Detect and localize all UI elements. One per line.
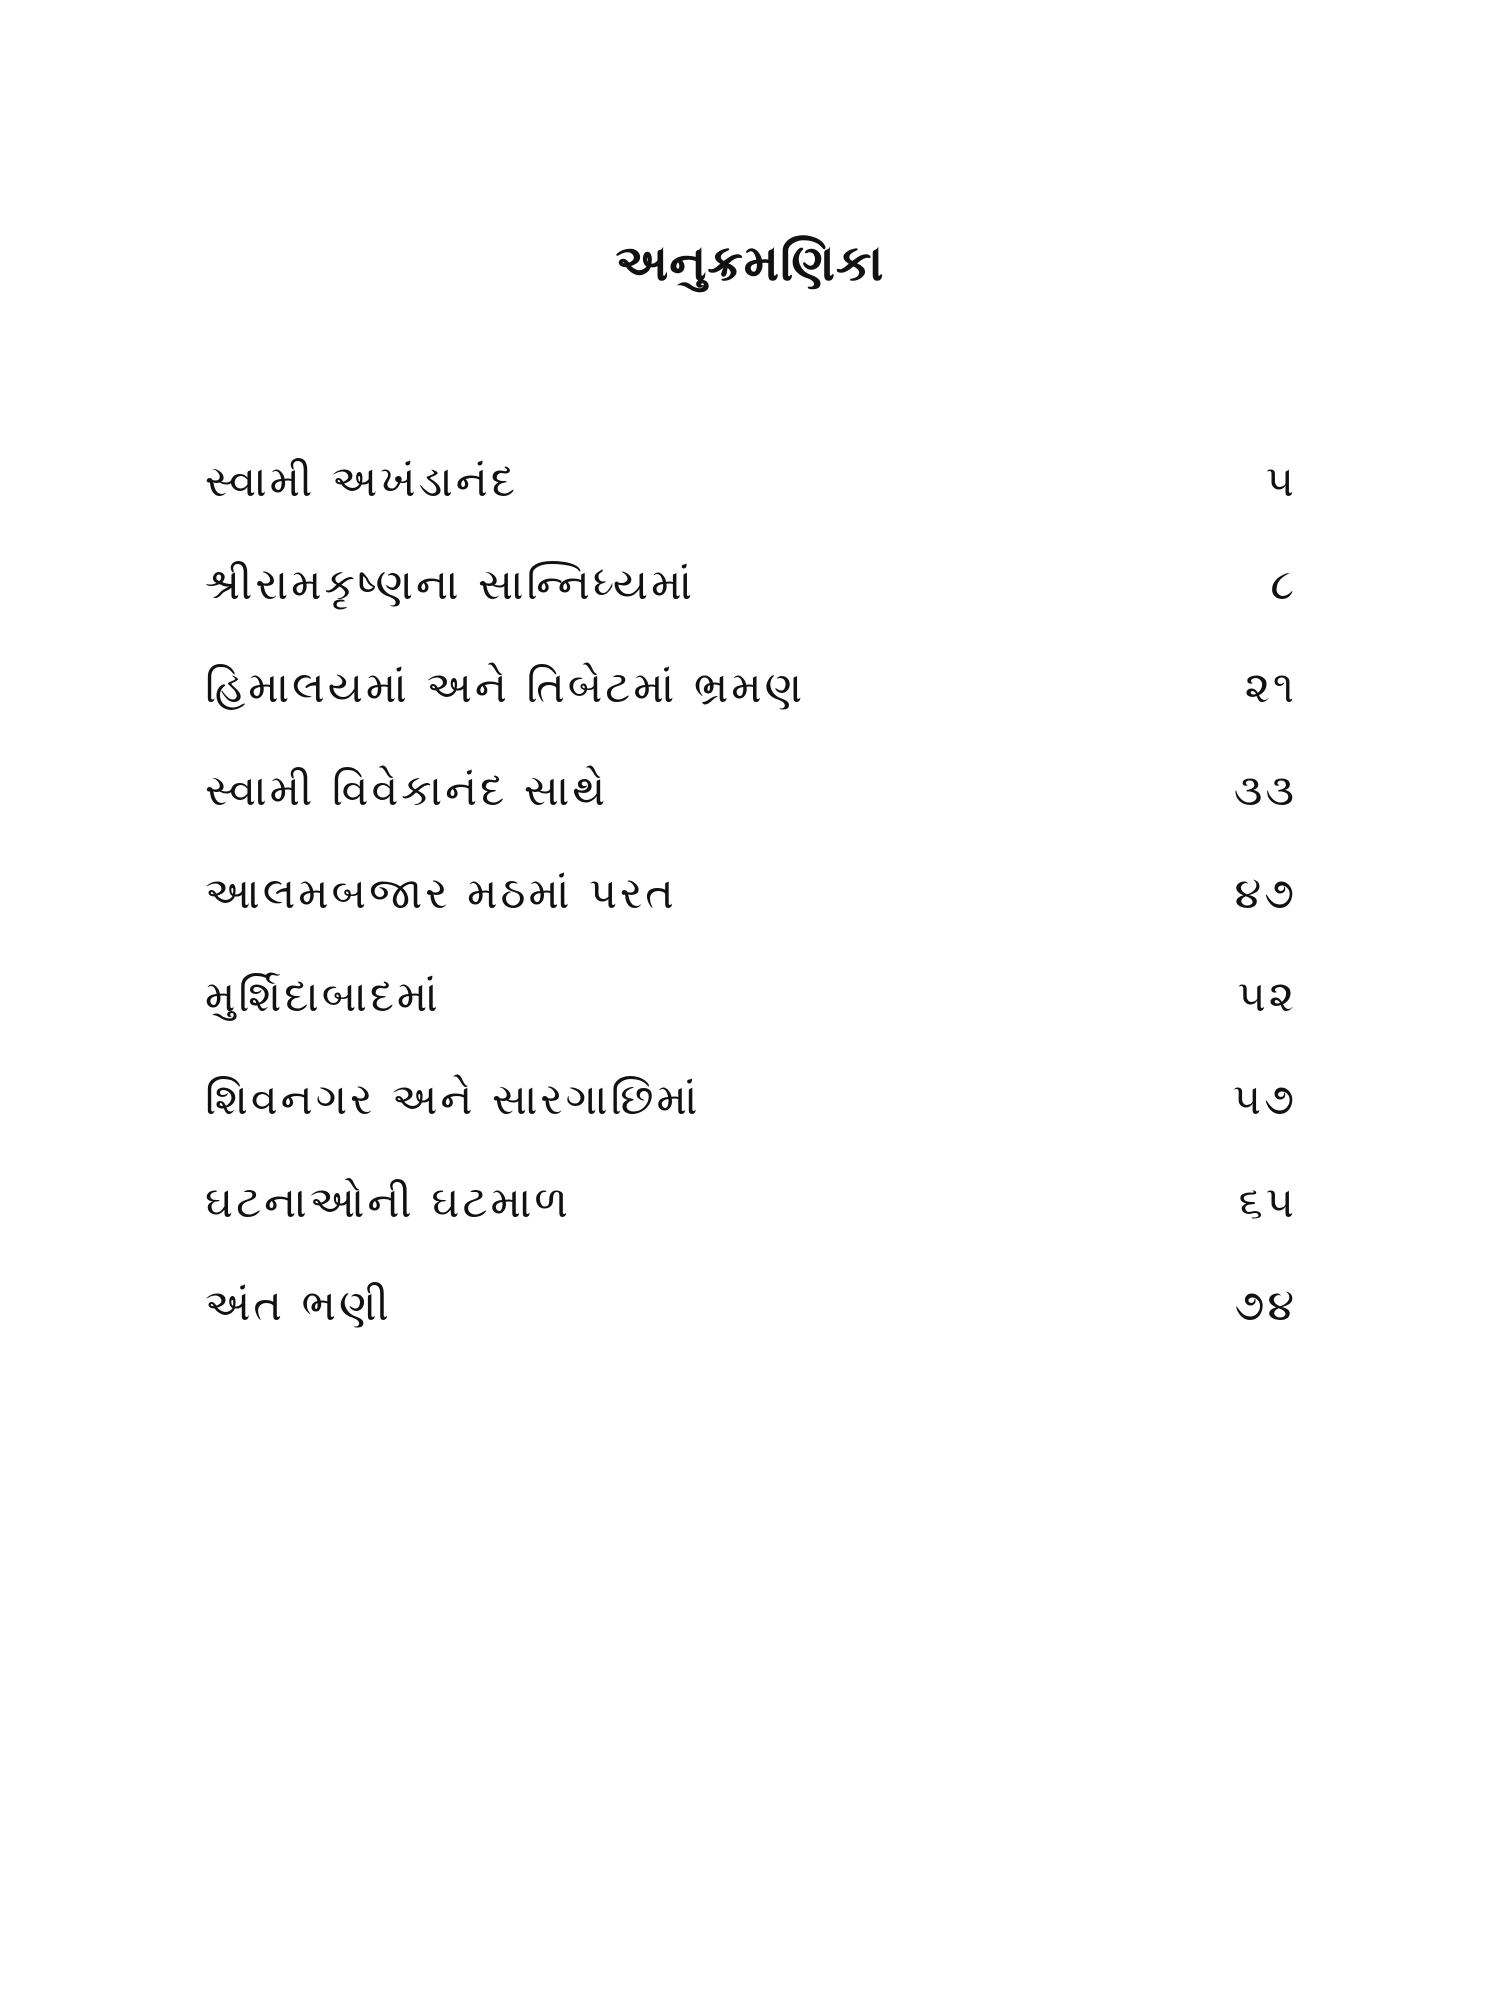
toc-entry-page-number: ૮ (1270, 559, 1297, 610)
toc-entry (205, 430, 1305, 533)
toc-entry-title: આલમબજાર મઠમાં પરત (205, 868, 677, 919)
toc-entry (205, 1254, 1305, 1357)
toc-entry (205, 1048, 1305, 1151)
toc-entry-title: હિમાલયમાં અને તિબેટમાં ભ્રમણ (205, 662, 806, 713)
toc-list (205, 430, 1305, 1357)
toc-entry-title: શિવનગર અને સારગાછિમાં (205, 1074, 701, 1125)
toc-entry-page-number: ૩૩ (1233, 765, 1297, 816)
toc-entry (205, 945, 1305, 1048)
toc-entry-page-number: ૪૭ (1234, 868, 1297, 919)
toc-entry-page-number: ૨૧ (1244, 662, 1297, 713)
toc-entry-page-number: ૫૨ (1237, 971, 1297, 1022)
toc-entry-page-number: ૫ (1265, 456, 1297, 507)
toc-entry-title: ઘટનાઓની ઘટમાળ (205, 1177, 571, 1228)
toc-entry-title: મુર્શિદાબાદમાં (205, 971, 441, 1022)
toc-entry-title: અંત ભણી (205, 1280, 392, 1331)
toc-entry (205, 533, 1305, 636)
toc-entry-page-number: ૫૭ (1232, 1074, 1297, 1125)
toc-entry-page-number: ૭૪ (1234, 1280, 1297, 1331)
toc-entry (205, 842, 1305, 945)
toc-entry (205, 636, 1305, 739)
toc-entry-title: સ્વામી વિવેકાનંદ સાથે (205, 765, 609, 816)
toc-entry (205, 1151, 1305, 1254)
toc-heading: અનુક્રમણિકા (615, 234, 885, 292)
toc-entry-title: શ્રીરામકૃષ્ણના સાન્નિધ્યમાં (205, 559, 695, 610)
toc-entry-page-number: ૬૫ (1238, 1177, 1297, 1228)
toc-entry (205, 739, 1305, 842)
toc-entry-title: સ્વામી અખંડાનંદ (205, 456, 518, 507)
